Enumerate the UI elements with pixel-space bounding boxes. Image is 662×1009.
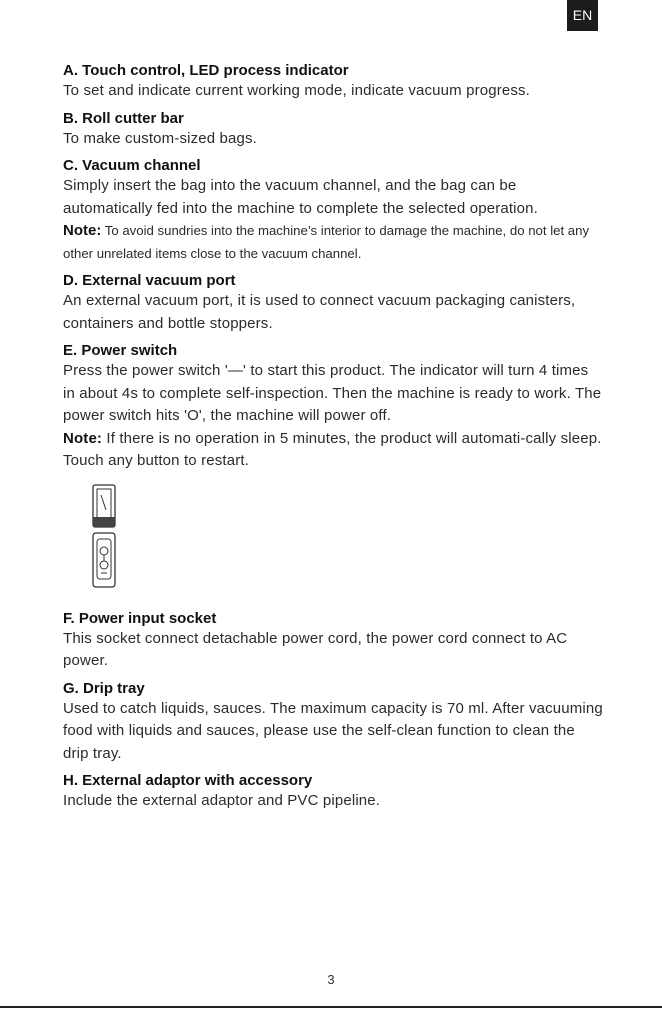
language-badge: EN	[567, 0, 598, 31]
section-text: This socket connect detachable power cord, the power cord connect to AC power.	[63, 629, 568, 669]
section-drip-tray	[63, 679, 603, 766]
section-text: Simply insert the bag into the vacuum channel, and the bag can be automatically fed into the machine to complete the selected operation.	[63, 177, 538, 217]
section-heading: A. Touch control, LED process indicator	[63, 62, 349, 79]
section-note	[63, 428, 603, 473]
section-text: To make custom-sized bags.	[63, 129, 257, 147]
note-label: Note:	[63, 222, 102, 239]
section-text: To set and indicate current working mode, indicate vacuum progress.	[63, 82, 530, 99]
section-heading: F. Power input socket	[63, 609, 217, 627]
section-touch-control	[63, 61, 603, 103]
section-heading: D. External vacuum port	[63, 272, 236, 289]
power-switch-icon	[89, 483, 149, 601]
section-external-vacuum-port	[63, 271, 603, 335]
section-vacuum-channel	[63, 156, 603, 265]
note-label: Note:	[63, 429, 103, 447]
bottom-divider	[0, 1006, 662, 1008]
section-roll-cutter	[63, 109, 603, 151]
section-heading: G. Drip tray	[63, 679, 145, 697]
page-number: 3	[327, 972, 335, 987]
section-external-adaptor	[63, 771, 603, 813]
section-note	[63, 220, 603, 265]
section-heading: H. External adaptor with accessory	[63, 772, 313, 789]
section-power-input-socket	[63, 609, 603, 673]
section-heading: C. Vacuum channel	[63, 157, 201, 174]
note-text: To avoid sundries into the machine’s interior to damage the machine, do not let any other unrelated items close to the vacuum channel.	[63, 223, 590, 261]
section-power-switch	[63, 341, 603, 473]
section-text: Press the power switch '—' to start this product. The indicator will turn 4 times in about 4s to complete self-inspection. Then the machine is ready to work. The power switch hits 'O', the machine will power off.	[63, 362, 602, 424]
power-switch-illustration	[89, 483, 149, 601]
section-heading: E. Power switch	[63, 342, 178, 359]
note-text: If there is no operation in 5 minutes, the product will automati-cally sleep. Touch any button to restart.	[63, 429, 602, 469]
section-text: An external vacuum port, it is used to connect vacuum packaging canisters, containers and bottle stoppers.	[63, 292, 576, 332]
section-heading: B. Roll cutter bar	[63, 109, 184, 127]
section-text: Include the external adaptor and PVC pipeline.	[63, 792, 381, 809]
section-text: Used to catch liquids, sauces. The maximum capacity is 70 ml. After vacuuming food with liquids and sauces, please use the self-clean function to clean the drip tray.	[63, 699, 603, 762]
manual-content	[63, 61, 603, 819]
